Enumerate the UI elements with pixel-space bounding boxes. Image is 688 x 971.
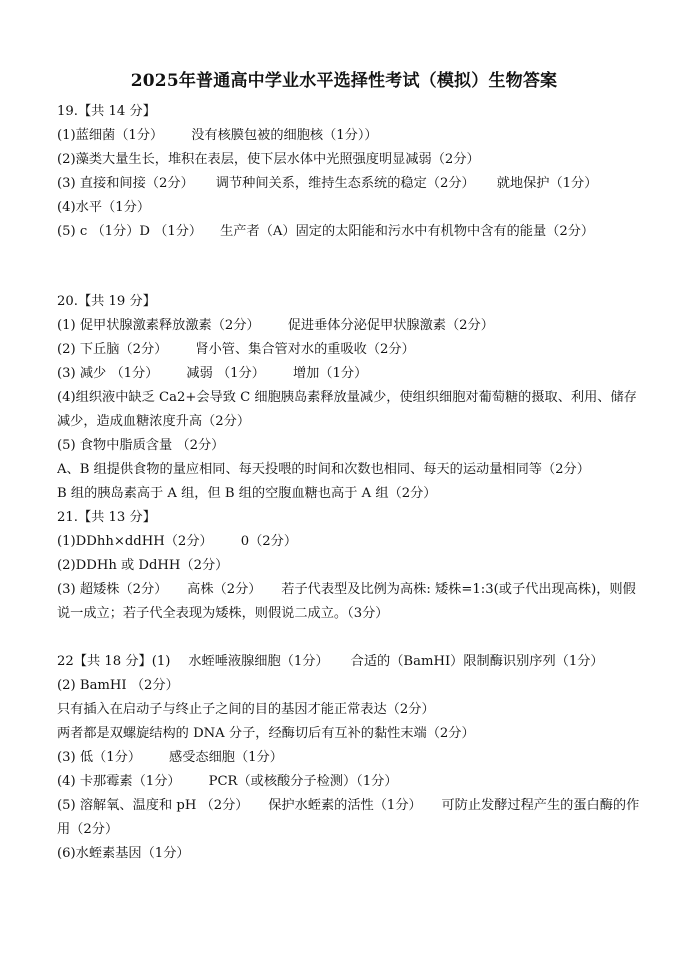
q22-answer-8: (6)水蛭素基因（1分） xyxy=(57,846,190,861)
q19-line-1 xyxy=(57,124,647,148)
q22-answer-6a: (4) 卡那霉素（1分） xyxy=(57,774,181,789)
question-19-section xyxy=(57,100,647,244)
q19-answer-2: (2)藻类大量生长，堆积在表层，使下层水体中光照强度明显减弱（2分） xyxy=(57,152,480,167)
q22-line-5 xyxy=(57,746,647,770)
q21-answer-1b: 0（2分） xyxy=(240,534,298,549)
q22-line-6 xyxy=(57,770,647,794)
q20-answer-7: B 组的胰岛素高于 A 组，但 B 组的空腹血糖也高于 A 组（2分） xyxy=(57,486,437,501)
q19-line-5 xyxy=(57,220,647,244)
q22-answer-1b: 水蛭唾液腺细胞（1分） xyxy=(188,654,329,669)
q20-line-1 xyxy=(57,314,647,338)
q21-line-1 xyxy=(57,530,647,554)
question-20-section xyxy=(57,290,647,506)
q21-header: 21.【共 13 分】 xyxy=(57,510,156,525)
q22-answer-6b: PCR（或核酸分子检测）（1分） xyxy=(208,774,398,789)
q20-answer-1a: (1) 促甲状腺激素释放激素（2分） xyxy=(57,318,260,333)
q20-answer-5: (5) 食物中脂质含量 （2分） xyxy=(57,438,225,453)
q22-header: 22【共 18 分】(1) xyxy=(57,654,171,669)
q22-answer-2: (2) BamHI （2分） xyxy=(57,678,179,693)
q22-answer-7: (5) 溶解氧、温度和 pH （2分） 保护水蛭素的活性（1分） 可防止发酵过程产生的蛋白酶的作用（2分） xyxy=(57,798,640,837)
page-title: 2025年普通高中学业水平选择性考试（模拟）生物答案 xyxy=(130,71,558,91)
q20-header: 20.【共 19 分】 xyxy=(57,294,156,309)
q19-answer-1b: 没有核膜包被的细胞核（1分）） xyxy=(191,128,378,143)
q20-answer-1b: 促进垂体分泌促甲状腺激素（2分） xyxy=(287,318,494,333)
q20-answer-4: (4)组织液中缺乏 Ca2+会导致 C 细胞胰岛素释放量减少，使组织细胞对葡萄糖的摄取、利用、储存减少，造成血糖浓度升高（2分） xyxy=(57,390,637,429)
q20-answer-3a: (3) 减少 （1分） xyxy=(57,366,159,381)
q20-answer-6: A、B 组提供食物的量应相同、每天投喂的时间和次数也相同、每天的运动量相同等（2分） xyxy=(57,462,590,477)
q22-answer-1c: 合适的（BamHI）限制酶识别序列（1分） xyxy=(350,654,604,669)
q19-answer-3b: 调节种间关系，维持生态系统的稳定（2分） xyxy=(215,176,475,191)
q21-answer-3: (3) 超矮株（2分） 高株（2分） 若子代表型及比例为高株: 矮株=1:3(或子代出现高株)，则假说一成立；若子代全表现为矮株，则假说二成立。（3分） xyxy=(57,582,636,621)
q19-answer-5a: (5) c （1分）D （1分） xyxy=(57,224,203,239)
q19-answer-1a: (1)蓝细菌（1分） xyxy=(57,128,164,143)
q19-header: 19.【共 14 分】 xyxy=(57,104,156,119)
q19-line-3 xyxy=(57,172,647,196)
q22-answer-3: 只有插入在启动子与终止子之间的目的基因才能正常表达（2分） xyxy=(57,702,435,717)
q19-answer-3c: 就地保护（1分） xyxy=(496,176,598,191)
q21-answer-2: (2)DDHh 或 DdHH（2分） xyxy=(57,558,229,573)
q22-answer-5a: (3) 低（1分） xyxy=(57,750,142,765)
q19-answer-4: (4)水平（1分） xyxy=(57,200,151,215)
q20-line-2 xyxy=(57,338,647,362)
q19-answer-5b: 生产者（A）固定的太阳能和污水中有机物中含有的能量（2分） xyxy=(220,224,595,239)
q21-answer-1a: (1)DDhh×ddHH（2分） xyxy=(57,534,213,549)
q20-answer-3c: 增加（1分） xyxy=(292,366,368,381)
q19-answer-3a: (3) 直接和间接（2分） xyxy=(57,176,194,191)
q22-answer-5b: 感受态细胞（1分） xyxy=(169,750,283,765)
question-22-section xyxy=(57,650,647,866)
q20-line-3 xyxy=(57,362,647,386)
question-21-section xyxy=(57,506,647,626)
q22-line-1 xyxy=(57,650,647,674)
q20-answer-3b: 减弱 （1分） xyxy=(186,366,265,381)
q20-answer-2a: (2) 下丘脑（2分） xyxy=(57,342,168,357)
q20-answer-2b: 肾小管、集合管对水的重吸收（2分） xyxy=(195,342,415,357)
q22-answer-4: 两者都是双螺旋结构的 DNA 分子，经酶切后有互补的黏性末端（2分） xyxy=(57,726,475,741)
